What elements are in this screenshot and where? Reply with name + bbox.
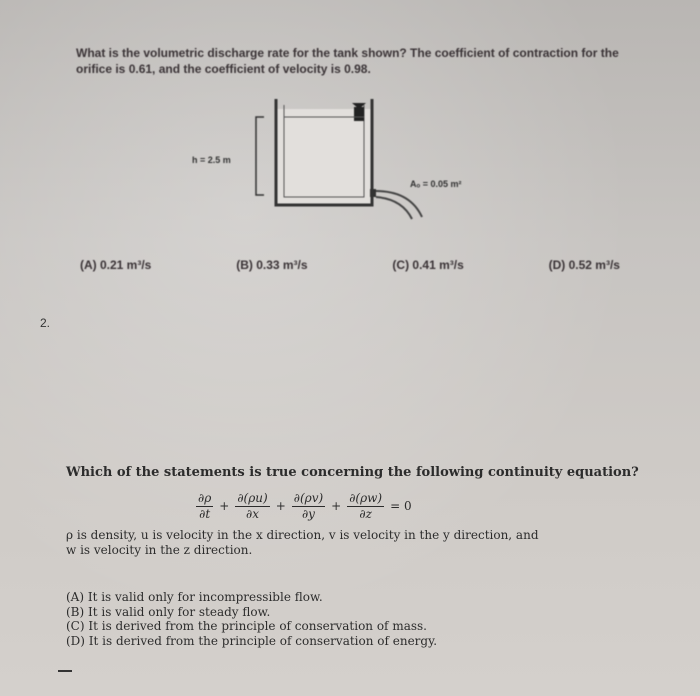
tank-diagram	[190, 95, 520, 220]
eq-term-4	[347, 491, 384, 522]
question-2-text: Which of the statements is true concerning the following continuity equation?	[66, 465, 639, 480]
eq-term-2-num: ∂(ρu)	[237, 490, 268, 505]
water-surface-marker	[354, 107, 364, 121]
eq-plus: +	[275, 499, 286, 513]
q2-option-a[interactable]: (A) It is valid only for incompressible flow.	[66, 590, 323, 604]
text-cursor-mark	[58, 670, 72, 672]
orifice	[370, 189, 376, 197]
eq-term-2	[235, 491, 269, 522]
eq-term-1	[196, 491, 213, 522]
eq-equals: = 0	[390, 499, 412, 513]
eq-term-3-den: ∂y	[301, 506, 315, 521]
variable-definitions	[66, 528, 626, 558]
definitions-line-1: ρ is density, u is velocity in the x direction, v is velocity in the y direction, and	[66, 528, 539, 542]
eq-term-1-num: ∂ρ	[198, 490, 212, 505]
q1-choice-d[interactable]: (D) 0.52 m³/s	[548, 258, 620, 272]
q1-choice-c[interactable]: (C) 0.41 m³/s	[392, 258, 464, 272]
eq-plus: +	[219, 499, 230, 513]
continuity-equation	[196, 486, 412, 526]
height-dimension-bracket	[256, 117, 264, 195]
question-number: 2.	[40, 316, 51, 330]
water-jet-lower	[376, 197, 412, 219]
q1-choice-b[interactable]: (B) 0.33 m³/s	[236, 258, 308, 272]
tank-water	[276, 109, 372, 205]
q2-option-d[interactable]: (D) It is derived from the principle of conservation of energy.	[66, 633, 438, 648]
eq-term-4-den: ∂z	[359, 506, 372, 521]
eq-term-1-den: ∂t	[199, 506, 211, 521]
eq-term-3	[292, 491, 325, 522]
orifice-area-label: Aₒ = 0.05 m²	[410, 179, 462, 189]
q2-option-c[interactable]: (C) It is derived from the principle of conservation of mass.	[66, 619, 427, 633]
question-2-options	[66, 590, 586, 648]
eq-term-2-den: ∂x	[246, 506, 259, 521]
eq-term-3-num: ∂(ρv)	[293, 490, 324, 505]
q1-choice-a[interactable]: (A) 0.21 m³/s	[80, 258, 152, 272]
question-1-text: What is the volumetric discharge rate for the tank shown? The coefficient of contraction for the orifice is 0.61, and the coefficient of velocity is 0.98.	[76, 46, 619, 76]
eq-plus: +	[331, 499, 342, 513]
q2-option-b[interactable]: (B) It is valid only for steady flow.	[66, 604, 271, 619]
question-1-choices	[80, 258, 620, 272]
height-label: h = 2.5 m	[192, 155, 231, 165]
eq-term-4-num: ∂(ρw)	[349, 490, 383, 505]
definitions-line-2: w is velocity in the z direction.	[66, 543, 253, 557]
